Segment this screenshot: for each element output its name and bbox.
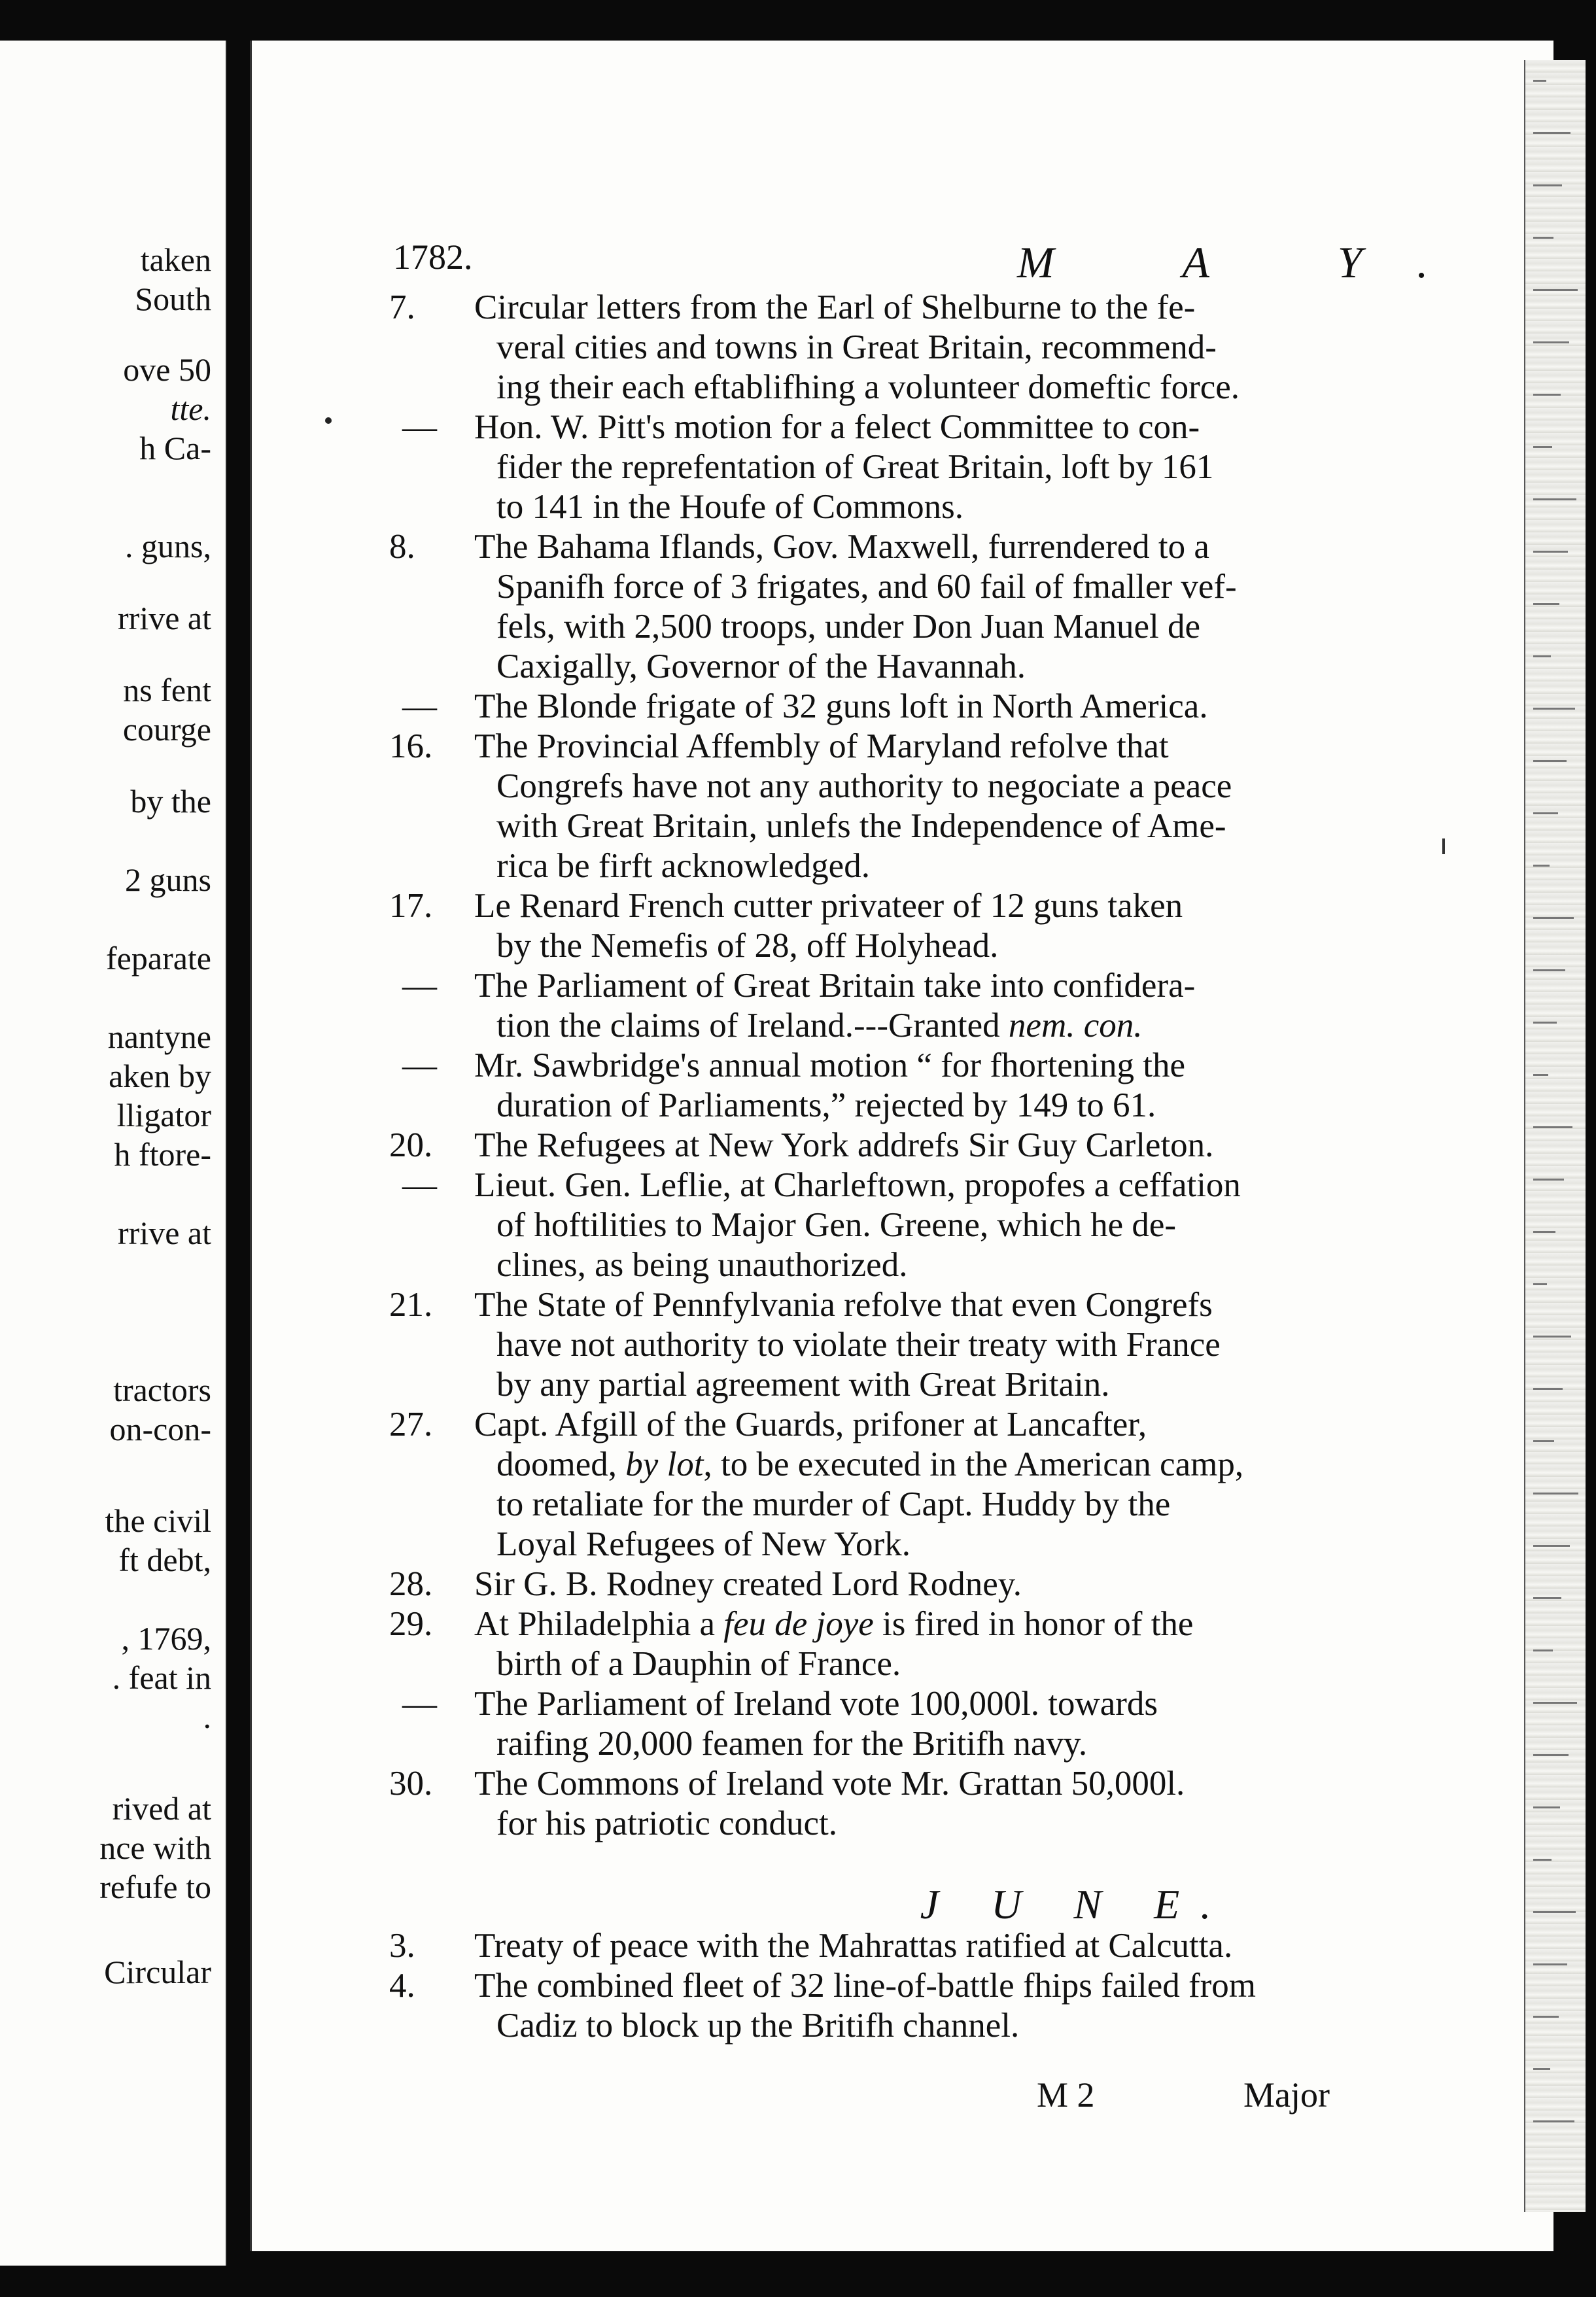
entry-date: 7. — [389, 288, 415, 326]
fragment-line: ft debt, — [118, 1542, 211, 1578]
fragment-line: h Ca- — [139, 430, 211, 466]
chronology-entry — [389, 1966, 1593, 2046]
edge-mark — [1533, 1493, 1578, 1494]
edge-mark — [1533, 341, 1569, 343]
entry-line: Caxigally, Governor of the Havannah. — [496, 648, 1026, 685]
margin-dot — [325, 417, 332, 424]
entry-line: Circular letters from the Earl of Shelburne to the fe- — [474, 288, 1196, 326]
entry-line: The State of Pennfylvania refolve that even Congrefs — [474, 1286, 1213, 1324]
edge-mark — [1533, 1963, 1567, 1965]
entry-date: 21. — [389, 1286, 433, 1324]
chronology-entry — [389, 288, 1593, 407]
edge-mark — [1533, 1283, 1547, 1285]
entry-line: fider the reprefentation of Great Britain, loft by 161 — [496, 448, 1214, 486]
fragment-line: the civil — [105, 1502, 211, 1539]
entry-line: by the Nemefis of 28, off Holyhead. — [496, 927, 999, 965]
edge-mark — [1533, 289, 1578, 291]
edge-mark — [1533, 1126, 1572, 1128]
chronology-entry — [389, 966, 1593, 1046]
edge-mark — [1533, 917, 1574, 919]
edge-mark — [1533, 551, 1568, 553]
fragment-line: Circular — [104, 1954, 211, 1990]
entry-line: veral cities and towns in Great Britain, recommend- — [496, 328, 1217, 366]
fragment-line: tte. — [170, 390, 211, 427]
page-footer — [252, 2075, 1553, 2120]
edge-mark — [1533, 760, 1567, 762]
chronology-entry — [389, 727, 1593, 886]
edge-mark — [1533, 812, 1558, 814]
entry-date: 4. — [389, 1967, 415, 2005]
entry-line: birth of a Dauphin of France. — [496, 1645, 901, 1683]
entry-line: for his patriotic conduct. — [496, 1805, 838, 1842]
entry-dash: — — [402, 408, 437, 446]
entry-line: The Bahama Iflands, Gov. Maxwell, furrendered to a — [474, 528, 1209, 566]
entry-line: The Provincial Affembly of Maryland refolve that — [474, 727, 1169, 765]
edge-mark — [1533, 80, 1546, 82]
fragment-line: ove 50 — [123, 351, 211, 388]
edge-mark — [1533, 1911, 1576, 1913]
fragment-line: tractors — [113, 1372, 211, 1408]
entry-line: The Blonde frigate of 32 guns loft in North America. — [474, 687, 1208, 725]
entry-date: 20. — [389, 1126, 433, 1164]
edge-mark — [1533, 1179, 1564, 1181]
catchword: Major — [1243, 2075, 1330, 2115]
edge-mark — [1533, 708, 1575, 710]
entry-line: The Parliament of Ireland vote 100,000l. towards — [474, 1685, 1158, 1723]
edge-mark — [1533, 1336, 1571, 1338]
entry-line: The combined fleet of 32 line-of-battle fhips failed from — [474, 1967, 1257, 2005]
fragment-line: lligator — [116, 1097, 211, 1133]
entry-date: 16. — [389, 727, 433, 765]
fragment-line: courge — [122, 711, 211, 748]
chronology-entry — [389, 1926, 1593, 1966]
page-edge-stack — [1524, 60, 1586, 2212]
june-title: J U N E. — [920, 1881, 1232, 1927]
edge-mark — [1533, 1022, 1557, 1024]
edge-mark — [1533, 1545, 1570, 1547]
edge-mark — [1533, 1806, 1560, 1808]
chronology-entry — [389, 687, 1593, 727]
fragment-line: h ftore- — [114, 1136, 211, 1173]
entry-line: with Great Britain, unlefs the Independence of Ame- — [496, 807, 1226, 845]
chronology-entry — [389, 1604, 1593, 1684]
entry-date: 29. — [389, 1605, 433, 1643]
month-title: M A Y. — [1017, 237, 1487, 287]
edge-mark — [1533, 184, 1562, 186]
year-label: 1782. — [393, 237, 473, 277]
edge-mark — [1533, 1859, 1552, 1861]
fragment-line: aken by — [109, 1058, 211, 1094]
entry-line: raifing 20,000 feamen for the Britifh navy. — [496, 1725, 1088, 1763]
entry-line: Cadiz to block up the Britifh channel. — [496, 2007, 1020, 2045]
signature-mark: M 2 — [1037, 2075, 1095, 2115]
entry-dash: — — [402, 1685, 437, 1723]
entry-line: ing their each eftablifhing a volunteer domeftic force. — [496, 368, 1240, 406]
entry-line: by any partial agreement with Great Britain. — [496, 1366, 1110, 1404]
edge-mark — [1533, 2120, 1574, 2122]
entry-line: to 141 in the Houfe of Commons. — [496, 488, 963, 526]
entry-line: fels, with 2,500 troops, under Don Juan Manuel de — [496, 608, 1201, 646]
entry-date: 30. — [389, 1765, 433, 1803]
fragment-line: . guns, — [125, 528, 211, 564]
entry-line: doomed, by lot, to be executed in the American camp, — [496, 1445, 1244, 1483]
edge-mark — [1533, 603, 1559, 605]
entry-date: 3. — [389, 1927, 415, 1965]
entry-line: At Philadelphia a feu de joye is fired in honor of the — [474, 1605, 1194, 1643]
edge-mark — [1533, 1597, 1561, 1599]
entry-dash: — — [402, 687, 437, 725]
fragment-line: . feat in — [112, 1659, 211, 1696]
chronology-entry — [389, 1126, 1593, 1166]
chronology-entry — [389, 1564, 1593, 1604]
chronology-entries — [389, 288, 1593, 2046]
fragment-line: nce with — [99, 1829, 211, 1866]
chronology-entry — [389, 527, 1593, 687]
entry-line: of hoftilities to Major Gen. Greene, which he de- — [496, 1206, 1177, 1244]
entry-line: Loyal Refugees of New York. — [496, 1525, 911, 1563]
chronology-entry — [389, 1405, 1593, 1564]
chronology-entry — [389, 1684, 1593, 1764]
entry-line: Treaty of peace with the Mahrattas ratified at Calcutta. — [474, 1927, 1233, 1965]
entry-line: have not authority to violate their treaty with France — [496, 1326, 1221, 1364]
entry-line: The Commons of Ireland vote Mr. Grattan 50,000l. — [474, 1765, 1185, 1803]
entry-line: The Refugees at New York addrefs Sir Guy Carleton. — [474, 1126, 1214, 1164]
edge-mark — [1533, 969, 1565, 971]
entry-date: 27. — [389, 1406, 433, 1443]
edge-mark — [1533, 394, 1561, 396]
entry-line: Le Renard French cutter privateer of 12 guns taken — [474, 887, 1183, 925]
edge-mark — [1533, 1231, 1555, 1233]
fragment-line: on-con- — [109, 1411, 211, 1447]
entry-line: The Parliament of Great Britain take into confidera- — [474, 967, 1196, 1005]
edge-mark — [1533, 2016, 1559, 2018]
edge-mark — [1533, 1074, 1548, 1076]
chronology-entry — [389, 1285, 1593, 1405]
edge-mark — [1533, 2068, 1550, 2070]
entry-line: Sir G. B. Rodney created Lord Rodney. — [474, 1565, 1022, 1603]
chronology-entry — [389, 1046, 1593, 1126]
edge-mark — [1533, 132, 1570, 134]
entry-line: to retaliate for the murder of Capt. Huddy by the — [496, 1485, 1171, 1523]
fragment-line: ns fent — [123, 672, 211, 708]
entry-dash: — — [402, 967, 437, 1005]
book-page — [250, 41, 1553, 2251]
edge-mark — [1533, 498, 1576, 500]
entry-date: 28. — [389, 1565, 433, 1603]
chronology-entry — [389, 407, 1593, 527]
entry-line: rica be firft acknowledged. — [496, 847, 870, 885]
entry-line: tion the claims of Ireland.---Granted nem. con. — [496, 1007, 1143, 1045]
chronology-entry — [389, 886, 1593, 966]
fragment-line: nantyne — [107, 1018, 211, 1055]
edge-mark — [1533, 1702, 1577, 1704]
edge-mark — [1533, 446, 1552, 448]
facing-page-fragment — [0, 41, 227, 2266]
entry-line: Mr. Sawbridge's annual motion “ for fhortening the — [474, 1046, 1185, 1084]
edge-mark — [1533, 1440, 1554, 1442]
fragment-line: , 1769, — [121, 1620, 211, 1657]
chronology-entry — [389, 1166, 1593, 1285]
edge-mark — [1533, 237, 1553, 239]
edge-mark — [1533, 655, 1551, 657]
fragment-line: 2 guns — [125, 861, 211, 898]
entry-line: Congrefs have not any authority to negociate a peace — [496, 767, 1232, 805]
entry-line: duration of Parliaments,” rejected by 149 to 61. — [496, 1086, 1156, 1124]
entry-line: Capt. Afgill of the Guards, prifoner at Lancafter, — [474, 1406, 1147, 1443]
fragment-line: South — [135, 281, 211, 317]
fragment-line: rrive at — [118, 1215, 211, 1251]
fragment-line: rrive at — [118, 600, 211, 636]
fragment-line: taken — [140, 241, 211, 278]
fragment-line: feparate — [106, 940, 211, 976]
entry-line: Hon. W. Pitt's motion for a felect Committee to con- — [474, 408, 1200, 446]
fragment-line: rived at — [112, 1790, 211, 1827]
entry-line: clines, as being unauthorized. — [496, 1246, 908, 1284]
edge-mark — [1533, 1754, 1569, 1756]
chronology-entry — [389, 1764, 1593, 1844]
entry-line: Lieut. Gen. Leflie, at Charleftown, propofes a ceffation — [474, 1166, 1241, 1204]
edge-mark — [1533, 865, 1550, 867]
edge-mark — [1533, 1649, 1553, 1651]
fragment-line: by the — [130, 783, 211, 820]
entry-dash: — — [402, 1166, 437, 1204]
entry-date: 8. — [389, 528, 415, 566]
running-head — [252, 237, 1553, 289]
entry-date: 17. — [389, 887, 433, 925]
fragment-line: . — [203, 1699, 211, 1735]
entry-dash: — — [402, 1046, 437, 1084]
fragment-line: refufe to — [99, 1869, 211, 1905]
entry-line: Spanifh force of 3 frigates, and 60 fail of fmaller vef- — [496, 568, 1237, 606]
edge-mark — [1533, 1388, 1563, 1390]
